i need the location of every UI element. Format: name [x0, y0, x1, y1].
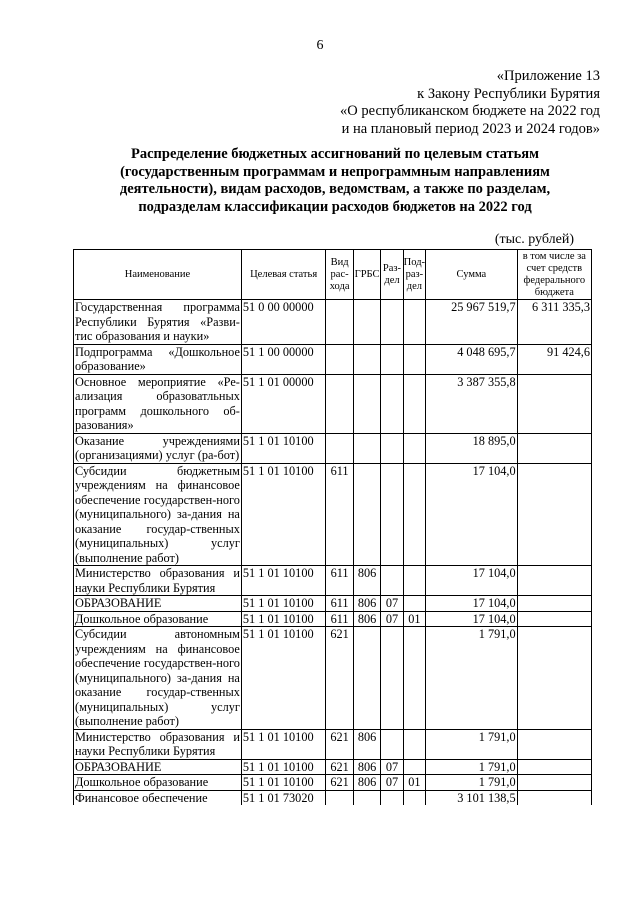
cell-federal	[517, 790, 591, 805]
cell-sum: 3 387 355,8	[426, 374, 518, 433]
cell-federal: 6 311 335,3	[517, 300, 591, 345]
header-podrazdel: Под-раз-дел	[403, 250, 425, 300]
cell-name: Основное мероприятие «Ре-ализация образоватльных программ дошкольного об-разования»	[75, 374, 240, 432]
cell-podrazdel	[403, 566, 425, 596]
cell-razdel	[381, 566, 403, 596]
cell-target: 51 1 01 73020	[241, 790, 325, 805]
cell-vid	[326, 344, 353, 374]
appendix-heading	[340, 68, 600, 138]
cell-sum: 1 791,0	[426, 729, 518, 759]
cell-razdel	[381, 374, 403, 433]
cell-podrazdel: 01	[403, 611, 425, 627]
cell-federal	[517, 463, 591, 566]
cell-vid	[326, 300, 353, 345]
cell-sum: 17 104,0	[426, 566, 518, 596]
cell-federal	[517, 775, 591, 791]
cell-vid: 611	[326, 611, 353, 627]
cell-federal: 91 424,6	[517, 344, 591, 374]
cell-podrazdel: 01	[403, 775, 425, 791]
cell-podrazdel	[403, 790, 425, 805]
cell-federal	[517, 759, 591, 775]
budget-table	[73, 249, 592, 805]
cell-sum: 25 967 519,7	[426, 300, 518, 345]
cell-podrazdel	[403, 463, 425, 566]
header-federal: в том числе за счет средств федерального бюджета	[517, 250, 591, 300]
cell-razdel	[381, 300, 403, 345]
cell-grbs: 806	[353, 775, 380, 791]
cell-sum: 18 895,0	[426, 433, 518, 463]
table-header-row	[74, 250, 592, 300]
cell-name: Государственная программа Республики Бурятия «Разви-тис образования и науки»	[75, 300, 240, 343]
cell-podrazdel	[403, 374, 425, 433]
appendix-line-2: к Закону Республики Бурятия	[417, 85, 600, 102]
cell-razdel	[381, 433, 403, 463]
table-row	[74, 790, 592, 805]
cell-grbs	[353, 790, 380, 805]
table-row	[74, 344, 592, 374]
header-grbs: ГРБС	[353, 250, 380, 300]
header-name: Наименование	[74, 250, 242, 300]
table-row	[74, 596, 592, 612]
cell-grbs	[353, 627, 380, 730]
cell-vid: 621	[326, 759, 353, 775]
table-row	[74, 611, 592, 627]
cell-sum: 17 104,0	[426, 611, 518, 627]
header-razdel: Раз-дел	[381, 250, 403, 300]
cell-razdel	[381, 729, 403, 759]
page-number: 6	[316, 38, 324, 53]
cell-razdel: 07	[381, 611, 403, 627]
table-row	[74, 775, 592, 791]
cell-name: Дошкольное образование	[74, 775, 242, 791]
cell-target: 51 0 00 00000	[241, 300, 325, 345]
title-line-3: деятельности), видам расходов, ведомствам, а также по разделам,	[119, 181, 551, 197]
cell-federal	[517, 374, 591, 433]
cell-sum: 3 101 138,5	[426, 790, 518, 805]
cell-federal	[517, 596, 591, 612]
cell-sum: 4 048 695,7	[426, 344, 518, 374]
table-row	[74, 300, 592, 345]
cell-vid: 611	[326, 463, 353, 566]
table-row	[74, 566, 592, 596]
cell-grbs	[353, 300, 380, 345]
cell-target: 51 1 01 10100	[241, 463, 325, 566]
header-sum: Сумма	[426, 250, 518, 300]
table-row	[74, 729, 592, 759]
cell-vid: 621	[326, 729, 353, 759]
cell-vid	[326, 374, 353, 433]
title-line-4: подразделам классификации расходов бюджетов на 2022 год	[138, 198, 532, 215]
cell-name: Министерство образования и науки Республики Бурятия	[75, 729, 240, 758]
cell-federal	[517, 627, 591, 730]
cell-vid: 611	[326, 566, 353, 596]
cell-sum: 1 791,0	[426, 627, 518, 730]
cell-name: Субсидии бюджетным учреждениям на финансовое обеспечение государствен-ного (муниципального) за-дания на оказание государ-ственных (муниципальных) услуг (выполнение работ)	[75, 463, 240, 565]
cell-vid	[326, 790, 353, 805]
title-line-2: (государственным программам и непрограммным направлениям	[120, 163, 550, 180]
cell-sum: 1 791,0	[426, 759, 518, 775]
cell-federal	[517, 566, 591, 596]
header-target: Целевая статья	[241, 250, 325, 300]
cell-sum: 17 104,0	[426, 596, 518, 612]
cell-grbs: 806	[353, 566, 380, 596]
cell-target: 51 1 01 00000	[241, 374, 325, 433]
cell-target: 51 1 01 10100	[241, 596, 325, 612]
cell-target: 51 1 00 00000	[241, 344, 325, 374]
cell-vid: 621	[326, 627, 353, 730]
cell-vid: 621	[326, 775, 353, 791]
table-row	[74, 374, 592, 433]
cell-sum: 1 791,0	[426, 775, 518, 791]
cell-grbs: 806	[353, 759, 380, 775]
cell-sum: 17 104,0	[426, 463, 518, 566]
appendix-line-4: и на плановый период 2023 и 2024 годов»	[341, 120, 600, 137]
cell-name: Финансовое обеспечение	[74, 790, 242, 805]
cell-target: 51 1 01 10100	[241, 627, 325, 730]
cell-name: Дошкольное образование	[74, 611, 242, 627]
cell-podrazdel	[403, 300, 425, 345]
cell-federal	[517, 611, 591, 627]
appendix-line-3: «О республиканском бюджете на 2022 год	[340, 103, 600, 119]
cell-grbs	[353, 463, 380, 566]
cell-podrazdel	[403, 433, 425, 463]
table-row	[74, 463, 592, 566]
cell-podrazdel	[403, 627, 425, 730]
cell-name: Министерство образования и науки Республики Бурятия	[75, 566, 240, 595]
cell-name: Подпрограмма «Дошкольное образование»	[75, 344, 240, 373]
units-label: (тыс. рублей)	[494, 232, 574, 247]
cell-podrazdel	[403, 729, 425, 759]
cell-target: 51 1 01 10100	[241, 433, 325, 463]
cell-razdel	[381, 627, 403, 730]
table-row	[74, 433, 592, 463]
cell-grbs: 806	[353, 596, 380, 612]
cell-grbs	[353, 374, 380, 433]
cell-podrazdel	[403, 344, 425, 374]
appendix-line-1: «Приложение 13	[496, 68, 600, 84]
table-row	[74, 627, 592, 730]
document-title	[70, 146, 600, 216]
title-line-1: Распределение бюджетных ассигнований по целевым статьям	[130, 146, 540, 162]
cell-target: 51 1 01 10100	[241, 759, 325, 775]
cell-razdel	[381, 790, 403, 805]
cell-razdel: 07	[381, 759, 403, 775]
cell-grbs	[353, 344, 380, 374]
cell-name: Субсидии автономным учреждениям на финансовое обеспечение государствен-ного (муниципального) за-дания на оказание государ-ственных (муниципальных) услуг (выполнение работ)	[75, 627, 240, 728]
cell-podrazdel	[403, 596, 425, 612]
cell-target: 51 1 01 10100	[241, 775, 325, 791]
cell-name: Оказание учреждениями (организациями) услуг (ра-бот)	[75, 433, 240, 462]
table-body	[74, 300, 592, 806]
cell-razdel	[381, 463, 403, 566]
cell-federal	[517, 729, 591, 759]
cell-vid: 611	[326, 596, 353, 612]
cell-grbs	[353, 433, 380, 463]
cell-vid	[326, 433, 353, 463]
cell-grbs: 806	[353, 611, 380, 627]
cell-razdel	[381, 344, 403, 374]
cell-name: ОБРАЗОВАНИЕ	[74, 759, 242, 775]
header-vid: Вид рас-хода	[326, 250, 353, 300]
cell-target: 51 1 01 10100	[241, 611, 325, 627]
cell-podrazdel	[403, 759, 425, 775]
cell-target: 51 1 01 10100	[241, 729, 325, 759]
cell-razdel: 07	[381, 775, 403, 791]
cell-federal	[517, 433, 591, 463]
table-row	[74, 759, 592, 775]
cell-razdel: 07	[381, 596, 403, 612]
cell-target: 51 1 01 10100	[241, 566, 325, 596]
cell-name: ОБРАЗОВАНИЕ	[74, 596, 242, 612]
cell-grbs: 806	[353, 729, 380, 759]
